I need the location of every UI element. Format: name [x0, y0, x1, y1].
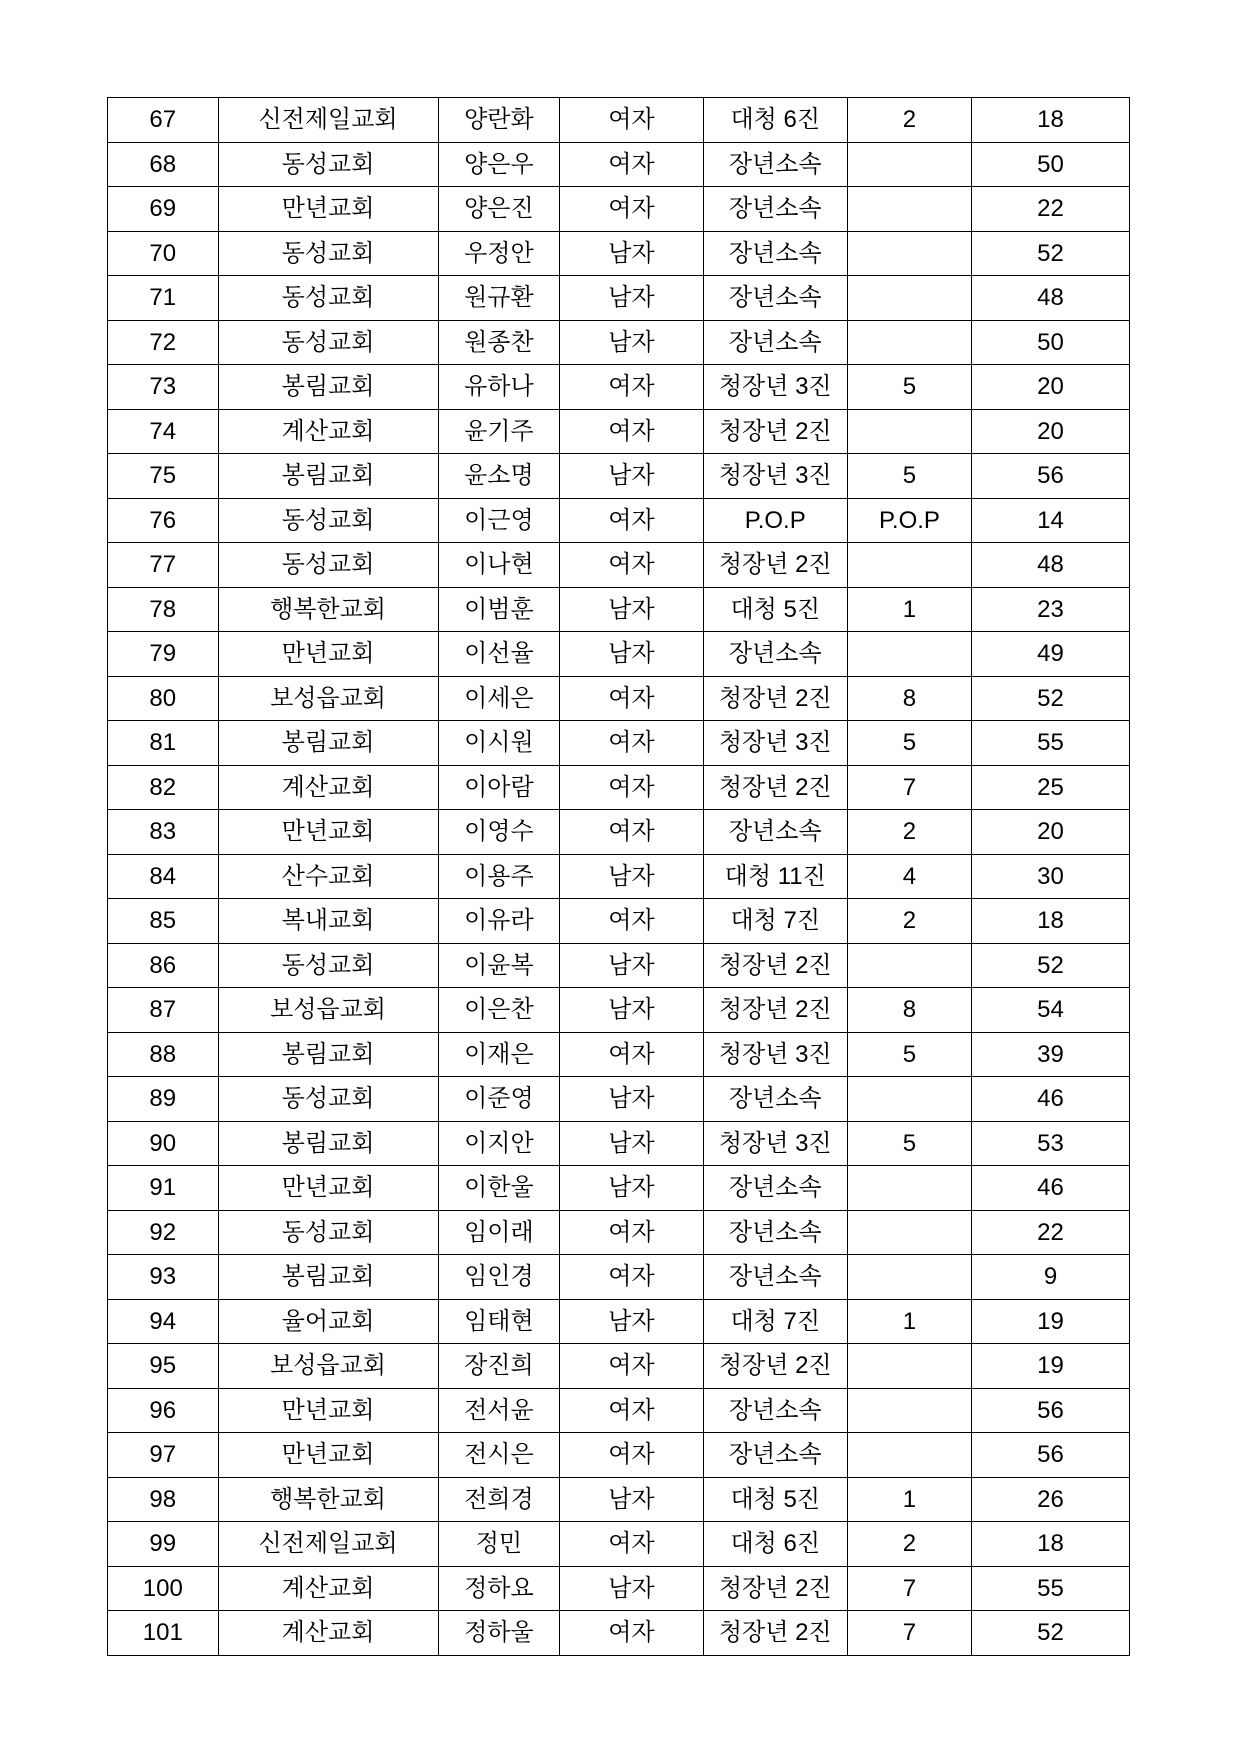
cell-no: 81 [108, 721, 219, 766]
cell-gender: 여자 [560, 1433, 703, 1478]
cell-group: 청장년 2진 [703, 1611, 847, 1656]
cell-band [847, 142, 971, 187]
cell-group: 장년소속 [703, 231, 847, 276]
cell-score: 20 [972, 810, 1130, 855]
cell-gender: 여자 [560, 543, 703, 588]
table-row [108, 1477, 1130, 1522]
cell-band: 2 [847, 810, 971, 855]
cell-no: 83 [108, 810, 219, 855]
cell-band [847, 543, 971, 588]
table-row [108, 676, 1130, 721]
cell-group: 장년소속 [703, 276, 847, 321]
cell-group: P.O.P [703, 498, 847, 543]
table-row [108, 142, 1130, 187]
cell-score: 52 [972, 231, 1130, 276]
cell-gender: 여자 [560, 765, 703, 810]
cell-band: 2 [847, 899, 971, 944]
cell-name: 원종찬 [438, 320, 560, 365]
cell-gender: 여자 [560, 676, 703, 721]
cell-band [847, 943, 971, 988]
cell-group: 대청 11진 [703, 854, 847, 899]
cell-no: 97 [108, 1433, 219, 1478]
cell-church: 신전제일교회 [218, 98, 438, 143]
cell-name: 임태현 [438, 1299, 560, 1344]
table-row [108, 765, 1130, 810]
table-row [108, 231, 1130, 276]
cell-no: 85 [108, 899, 219, 944]
cell-band [847, 1077, 971, 1122]
cell-band: 5 [847, 454, 971, 499]
cell-church: 동성교회 [218, 543, 438, 588]
cell-gender: 남자 [560, 1077, 703, 1122]
cell-name: 임인경 [438, 1255, 560, 1300]
cell-church: 봉림교회 [218, 365, 438, 410]
cell-church: 율어교회 [218, 1299, 438, 1344]
cell-church: 만년교회 [218, 187, 438, 232]
cell-church: 계산교회 [218, 1566, 438, 1611]
cell-church: 봉림교회 [218, 1121, 438, 1166]
cell-band: 7 [847, 765, 971, 810]
cell-band: 2 [847, 1522, 971, 1567]
cell-group: 청장년 2진 [703, 543, 847, 588]
cell-name: 전희경 [438, 1477, 560, 1522]
cell-church: 동성교회 [218, 943, 438, 988]
cell-church: 동성교회 [218, 231, 438, 276]
cell-score: 18 [972, 899, 1130, 944]
cell-gender: 여자 [560, 721, 703, 766]
cell-gender: 남자 [560, 632, 703, 677]
table-row [108, 899, 1130, 944]
table-row [108, 854, 1130, 899]
cell-band [847, 231, 971, 276]
cell-score: 52 [972, 1611, 1130, 1656]
cell-name: 윤기주 [438, 409, 560, 454]
cell-no: 86 [108, 943, 219, 988]
table-row [108, 1032, 1130, 1077]
cell-group: 청장년 3진 [703, 1032, 847, 1077]
cell-name: 이은찬 [438, 988, 560, 1033]
cell-no: 76 [108, 498, 219, 543]
cell-group: 청장년 3진 [703, 1121, 847, 1166]
cell-score: 50 [972, 142, 1130, 187]
cell-gender: 여자 [560, 498, 703, 543]
cell-band: 7 [847, 1611, 971, 1656]
cell-score: 20 [972, 409, 1130, 454]
cell-group: 장년소속 [703, 1388, 847, 1433]
table-row [108, 1522, 1130, 1567]
cell-gender: 남자 [560, 231, 703, 276]
table-row [108, 943, 1130, 988]
cell-gender: 여자 [560, 1344, 703, 1389]
cell-name: 이용주 [438, 854, 560, 899]
table-row [108, 1077, 1130, 1122]
cell-no: 100 [108, 1566, 219, 1611]
cell-score: 54 [972, 988, 1130, 1033]
cell-band [847, 409, 971, 454]
cell-name: 유하나 [438, 365, 560, 410]
cell-church: 만년교회 [218, 1388, 438, 1433]
table-row [108, 587, 1130, 632]
cell-group: 대청 6진 [703, 98, 847, 143]
table-row [108, 365, 1130, 410]
cell-church: 계산교회 [218, 1611, 438, 1656]
cell-score: 55 [972, 721, 1130, 766]
cell-group: 청장년 2진 [703, 943, 847, 988]
cell-score: 50 [972, 320, 1130, 365]
cell-church: 행복한교회 [218, 587, 438, 632]
cell-no: 98 [108, 1477, 219, 1522]
cell-band: 1 [847, 1477, 971, 1522]
cell-name: 이나현 [438, 543, 560, 588]
cell-church: 복내교회 [218, 899, 438, 944]
cell-gender: 남자 [560, 1566, 703, 1611]
cell-group: 청장년 2진 [703, 765, 847, 810]
cell-gender: 남자 [560, 587, 703, 632]
cell-group: 청장년 2진 [703, 1344, 847, 1389]
cell-band: 5 [847, 1121, 971, 1166]
cell-name: 양란화 [438, 98, 560, 143]
cell-band: 2 [847, 98, 971, 143]
cell-band: 7 [847, 1566, 971, 1611]
cell-gender: 남자 [560, 454, 703, 499]
cell-group: 장년소속 [703, 1433, 847, 1478]
cell-group: 대청 6진 [703, 1522, 847, 1567]
cell-score: 20 [972, 365, 1130, 410]
cell-church: 보성읍교회 [218, 676, 438, 721]
cell-name: 이세은 [438, 676, 560, 721]
cell-group: 대청 7진 [703, 1299, 847, 1344]
cell-no: 71 [108, 276, 219, 321]
cell-church: 봉림교회 [218, 454, 438, 499]
cell-gender: 여자 [560, 1210, 703, 1255]
cell-church: 만년교회 [218, 632, 438, 677]
cell-gender: 여자 [560, 1522, 703, 1567]
cell-band [847, 320, 971, 365]
cell-score: 19 [972, 1344, 1130, 1389]
cell-church: 보성읍교회 [218, 988, 438, 1033]
cell-band [847, 1210, 971, 1255]
table-row [108, 1566, 1130, 1611]
cell-band: 5 [847, 365, 971, 410]
cell-band: P.O.P [847, 498, 971, 543]
cell-gender: 남자 [560, 320, 703, 365]
cell-name: 정하울 [438, 1611, 560, 1656]
cell-no: 80 [108, 676, 219, 721]
cell-name: 이윤복 [438, 943, 560, 988]
cell-group: 청장년 2진 [703, 676, 847, 721]
cell-score: 49 [972, 632, 1130, 677]
table-row [108, 632, 1130, 677]
cell-band [847, 1433, 971, 1478]
cell-no: 69 [108, 187, 219, 232]
cell-gender: 남자 [560, 1477, 703, 1522]
table-row [108, 1344, 1130, 1389]
cell-gender: 여자 [560, 1388, 703, 1433]
table-row [108, 543, 1130, 588]
cell-group: 장년소속 [703, 1077, 847, 1122]
cell-church: 보성읍교회 [218, 1344, 438, 1389]
table-row [108, 320, 1130, 365]
cell-group: 장년소속 [703, 320, 847, 365]
cell-band [847, 632, 971, 677]
table-row [108, 1611, 1130, 1656]
cell-no: 90 [108, 1121, 219, 1166]
table-row [108, 98, 1130, 143]
cell-name: 우정안 [438, 231, 560, 276]
cell-name: 이재은 [438, 1032, 560, 1077]
cell-band [847, 1255, 971, 1300]
cell-no: 75 [108, 454, 219, 499]
cell-score: 23 [972, 587, 1130, 632]
cell-no: 73 [108, 365, 219, 410]
cell-band: 4 [847, 854, 971, 899]
cell-group: 청장년 3진 [703, 721, 847, 766]
cell-no: 101 [108, 1611, 219, 1656]
cell-band [847, 1344, 971, 1389]
cell-name: 이준영 [438, 1077, 560, 1122]
cell-group: 대청 5진 [703, 1477, 847, 1522]
cell-group: 장년소속 [703, 1255, 847, 1300]
cell-name: 이선율 [438, 632, 560, 677]
cell-church: 산수교회 [218, 854, 438, 899]
table-row [108, 1121, 1130, 1166]
table-row [108, 1210, 1130, 1255]
table-row [108, 1166, 1130, 1211]
cell-name: 이아람 [438, 765, 560, 810]
roster-table [107, 97, 1130, 1656]
cell-score: 46 [972, 1166, 1130, 1211]
cell-score: 26 [972, 1477, 1130, 1522]
cell-band [847, 276, 971, 321]
cell-church: 만년교회 [218, 810, 438, 855]
cell-group: 대청 7진 [703, 899, 847, 944]
cell-gender: 여자 [560, 1255, 703, 1300]
cell-no: 77 [108, 543, 219, 588]
cell-church: 봉림교회 [218, 1255, 438, 1300]
cell-church: 만년교회 [218, 1166, 438, 1211]
cell-score: 18 [972, 1522, 1130, 1567]
cell-church: 동성교회 [218, 320, 438, 365]
cell-no: 67 [108, 98, 219, 143]
cell-group: 청장년 2진 [703, 988, 847, 1033]
cell-gender: 여자 [560, 899, 703, 944]
cell-name: 양은진 [438, 187, 560, 232]
cell-name: 임이래 [438, 1210, 560, 1255]
cell-gender: 여자 [560, 409, 703, 454]
cell-no: 79 [108, 632, 219, 677]
cell-church: 만년교회 [218, 1433, 438, 1478]
cell-group: 청장년 3진 [703, 454, 847, 499]
cell-score: 56 [972, 454, 1130, 499]
cell-name: 전서윤 [438, 1388, 560, 1433]
cell-no: 89 [108, 1077, 219, 1122]
cell-band [847, 187, 971, 232]
table-row [108, 409, 1130, 454]
roster-table-body [108, 98, 1130, 1656]
table-row [108, 1299, 1130, 1344]
cell-band [847, 1388, 971, 1433]
cell-church: 신전제일교회 [218, 1522, 438, 1567]
cell-band: 1 [847, 587, 971, 632]
cell-church: 행복한교회 [218, 1477, 438, 1522]
cell-gender: 여자 [560, 1611, 703, 1656]
cell-name: 이유라 [438, 899, 560, 944]
cell-score: 48 [972, 543, 1130, 588]
cell-score: 53 [972, 1121, 1130, 1166]
cell-band: 8 [847, 676, 971, 721]
cell-no: 78 [108, 587, 219, 632]
cell-score: 56 [972, 1388, 1130, 1433]
cell-church: 봉림교회 [218, 1032, 438, 1077]
table-row [108, 988, 1130, 1033]
cell-group: 장년소속 [703, 142, 847, 187]
cell-gender: 남자 [560, 943, 703, 988]
cell-score: 48 [972, 276, 1130, 321]
cell-name: 이영수 [438, 810, 560, 855]
table-row [108, 810, 1130, 855]
cell-score: 9 [972, 1255, 1130, 1300]
table-row [108, 1433, 1130, 1478]
table-row [108, 1255, 1130, 1300]
cell-church: 동성교회 [218, 1077, 438, 1122]
cell-group: 청장년 3진 [703, 365, 847, 410]
table-row [108, 498, 1130, 543]
cell-no: 99 [108, 1522, 219, 1567]
cell-church: 동성교회 [218, 498, 438, 543]
cell-church: 봉림교회 [218, 721, 438, 766]
cell-score: 55 [972, 1566, 1130, 1611]
cell-score: 56 [972, 1433, 1130, 1478]
cell-band: 5 [847, 1032, 971, 1077]
cell-score: 22 [972, 187, 1130, 232]
table-row [108, 1388, 1130, 1433]
cell-score: 19 [972, 1299, 1130, 1344]
cell-group: 대청 5진 [703, 587, 847, 632]
cell-gender: 여자 [560, 365, 703, 410]
cell-name: 장진희 [438, 1344, 560, 1389]
table-row [108, 721, 1130, 766]
cell-group: 청장년 2진 [703, 409, 847, 454]
cell-score: 22 [972, 1210, 1130, 1255]
cell-gender: 여자 [560, 810, 703, 855]
table-row [108, 187, 1130, 232]
cell-no: 88 [108, 1032, 219, 1077]
cell-church: 계산교회 [218, 409, 438, 454]
cell-group: 청장년 2진 [703, 1566, 847, 1611]
cell-no: 84 [108, 854, 219, 899]
cell-church: 계산교회 [218, 765, 438, 810]
cell-no: 96 [108, 1388, 219, 1433]
table-row [108, 454, 1130, 499]
cell-group: 장년소속 [703, 187, 847, 232]
cell-church: 동성교회 [218, 1210, 438, 1255]
cell-no: 93 [108, 1255, 219, 1300]
cell-gender: 남자 [560, 1299, 703, 1344]
cell-no: 68 [108, 142, 219, 187]
cell-group: 장년소속 [703, 632, 847, 677]
cell-score: 14 [972, 498, 1130, 543]
cell-gender: 남자 [560, 988, 703, 1033]
cell-church: 동성교회 [218, 276, 438, 321]
cell-band [847, 1166, 971, 1211]
cell-name: 이지안 [438, 1121, 560, 1166]
cell-no: 95 [108, 1344, 219, 1389]
cell-gender: 여자 [560, 142, 703, 187]
cell-name: 양은우 [438, 142, 560, 187]
cell-gender: 남자 [560, 276, 703, 321]
cell-no: 92 [108, 1210, 219, 1255]
cell-gender: 여자 [560, 187, 703, 232]
cell-score: 25 [972, 765, 1130, 810]
cell-no: 70 [108, 231, 219, 276]
cell-score: 18 [972, 98, 1130, 143]
table-row [108, 276, 1130, 321]
cell-no: 87 [108, 988, 219, 1033]
cell-name: 이한울 [438, 1166, 560, 1211]
cell-gender: 남자 [560, 1121, 703, 1166]
cell-gender: 여자 [560, 98, 703, 143]
cell-no: 82 [108, 765, 219, 810]
cell-name: 이근영 [438, 498, 560, 543]
cell-name: 이시원 [438, 721, 560, 766]
cell-band: 8 [847, 988, 971, 1033]
cell-name: 원규환 [438, 276, 560, 321]
cell-no: 91 [108, 1166, 219, 1211]
cell-name: 정민 [438, 1522, 560, 1567]
cell-band: 5 [847, 721, 971, 766]
cell-gender: 남자 [560, 1166, 703, 1211]
cell-gender: 남자 [560, 854, 703, 899]
cell-group: 장년소속 [703, 1166, 847, 1211]
cell-name: 전시은 [438, 1433, 560, 1478]
cell-score: 46 [972, 1077, 1130, 1122]
cell-no: 94 [108, 1299, 219, 1344]
cell-name: 정하요 [438, 1566, 560, 1611]
cell-name: 이범훈 [438, 587, 560, 632]
cell-band: 1 [847, 1299, 971, 1344]
cell-no: 72 [108, 320, 219, 365]
cell-group: 장년소속 [703, 810, 847, 855]
cell-group: 장년소속 [703, 1210, 847, 1255]
cell-score: 52 [972, 943, 1130, 988]
cell-church: 동성교회 [218, 142, 438, 187]
cell-no: 74 [108, 409, 219, 454]
cell-score: 52 [972, 676, 1130, 721]
cell-gender: 여자 [560, 1032, 703, 1077]
cell-name: 윤소명 [438, 454, 560, 499]
cell-score: 30 [972, 854, 1130, 899]
cell-score: 39 [972, 1032, 1130, 1077]
